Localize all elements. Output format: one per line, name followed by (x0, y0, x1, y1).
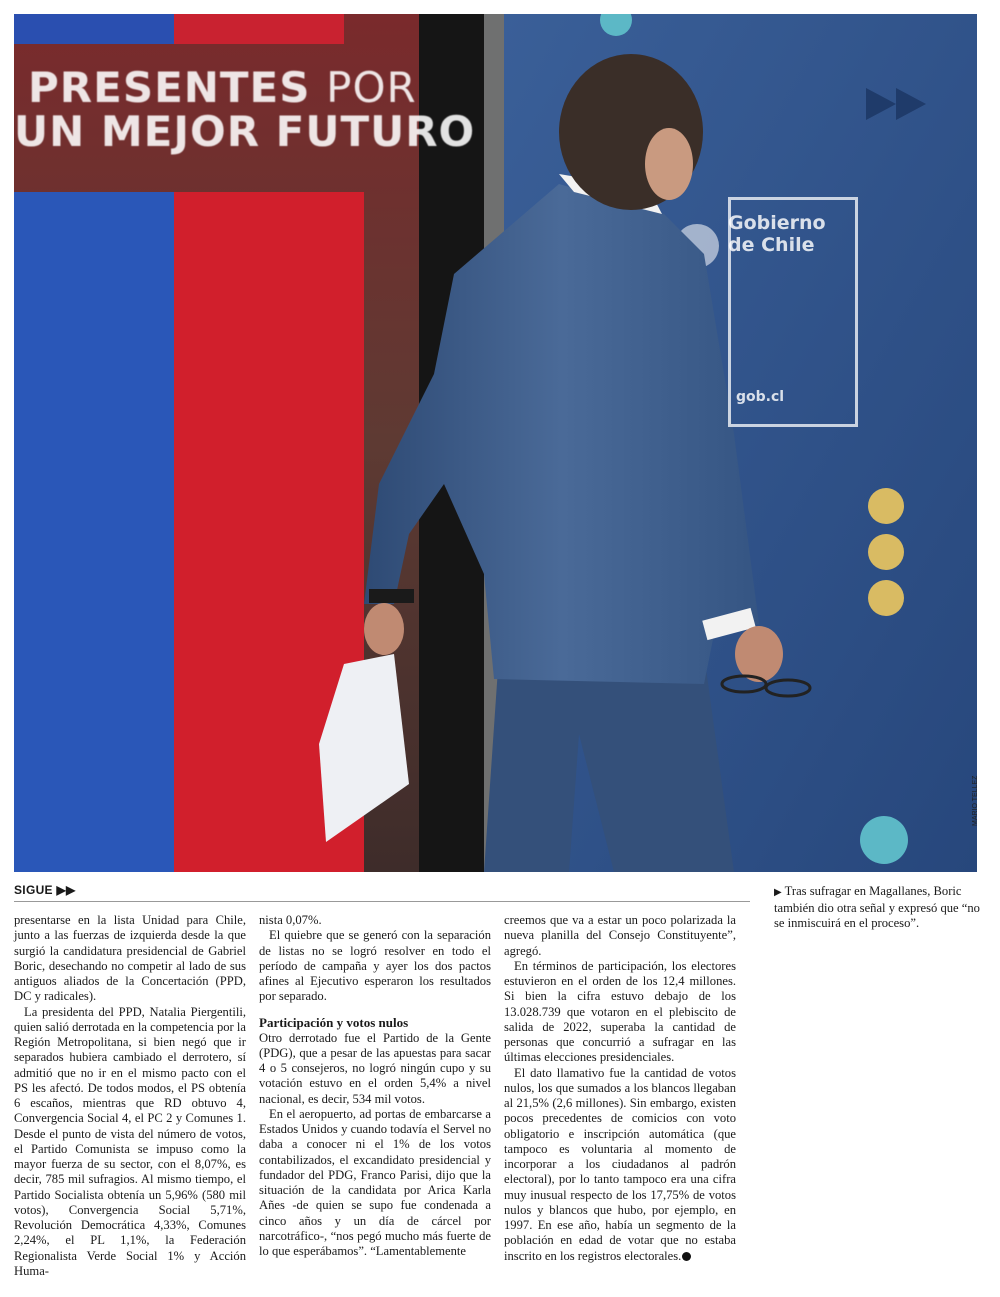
news-photo (14, 14, 977, 872)
play-arrow-icon: ▶ (774, 887, 782, 898)
paragraph: En el aeropuerto, ad portas de embarcarse a Estados Unidos y cuando todavía el Servel no daba a conocer ni el 1% de los votos contabilizados, el excandidato presidencial y fundador del PDG, Franco Parisi, dijo que la situación de la candidata por Arica Karla Añes -de quien se supo fue condenada a cinco años y un día de cárcel por narcotráfico-, “nos pegó mucho más fuerte de lo que esperábamos”. “Lamentablemente (259, 1106, 491, 1258)
paragraph: nista 0,07%. (259, 913, 322, 927)
article-column-1 (14, 913, 246, 1279)
continue-label (14, 883, 76, 897)
paragraph-final (504, 1066, 736, 1264)
article-column-2 (259, 913, 491, 1259)
paragraph-text: El dato llamativo fue la cantidad de votos nulos, los que sumados a los blancos llegaban al 21,5% (2,6 millones). Sin embargo, existen pocos precedentes de comicios con voto obligatorio e inscripción automática (que tampoco es voluntaria al momento de incorporar a los ciudadanos al padrón electoral), por lo tanto tampoco era una cifra muy inusual respecto de los 17,75% de votos nulos y blancos que hubo, por ejemplo, en 1997. En ese año, había un segmento de la población en edad de votar que no estaba inscrito en los registros electorales. (504, 1065, 736, 1263)
divider-rule (14, 901, 750, 902)
banner-line1-bold: PRESENTES (28, 63, 311, 112)
logo-text-line2: de Chile (728, 234, 815, 256)
banner-text (14, 63, 476, 157)
caption-text: Tras sufragar en Magallanes, Boric también dio otra señal y expresó que “no se inmiscuirá en el proceso”. (774, 884, 980, 930)
paragraph: Otro derrotado fue el Partido de la Gente (PDG), que a pesar de las apuestas para sacar 4 o 5 consejeros, no logró ningún cupo y su votación estuvo en el orden 5,4% a nivel nacional, es decir, 534 mil votos. (259, 1030, 491, 1106)
government-logo-text (728, 212, 826, 256)
paragraph: presentarse en la lista Unidad para Chile, junto a las fuerzas de izquierda desde la que surgió la candidatura presidencial de Gabriel Boric, desechando no competir al lado de sus antiguos aliados de la Concertación (PPD, DC y radicales). (14, 913, 246, 1004)
end-of-article-icon (682, 1252, 691, 1261)
double-play-arrow-icon: ▶▶ (56, 883, 76, 897)
section-subheading: Participación y votos nulos (259, 1014, 409, 1030)
paragraph: El quiebre que se generó con la separación de listas no se logró resolver en todo el período de campaña y ayer los dos pactos afines al Ejecutivo esperaron los resultados por separado. (259, 928, 491, 1004)
logo-text-line1: Gobierno (728, 212, 826, 234)
continue-text: SIGUE (14, 883, 53, 897)
paragraph: creemos que va a estar un poco polarizada la nueva planilla del Consejo Constituyente”, agregó. (504, 913, 736, 958)
article-column-3 (504, 913, 736, 1264)
photo-caption (774, 884, 986, 932)
paragraph: La presidenta del PPD, Natalia Piergentili, quien salió derrotada en la competencia por la Región Metropolitana, si bien negó que ir separados hubiera cambiado el derrotero, sí admitió que no ir en el mismo pacto con el PS les afectó. De todos modos, el PS obtenía 6 escaños, mientras que RD obtuvo 4, Convergencia Social 4, el PC 2 y Comunes 1. Desde el punto de vista del número de votos, el Partido Comunista se impuso como la mayor fuerza de su sector, con el 8,07%, es decir, 785 mil sufragios. Al mismo tiempo, el Partido Socialista obtenía un 5,96% (580 mil votos), Convergencia Social 5,71%, Revolución Democrática 4,33%, Comunes 2,24%, el PL 1,1%, la Federación Regionalista Verde Social 1% y Acción Huma- (14, 1004, 246, 1278)
banner-line2: UN MEJOR FUTURO (14, 107, 476, 157)
government-logo-url: gob.cl (736, 389, 785, 405)
paragraph: En términos de participación, los electores estuvieron en el orden de los 12,4 millones. Si bien la cifra estuvo debajo de los 13.028.739 que votaron en el plebiscito de salida de 2022, superaba la cantidad de personas que concurrió a sufragar en las últimas elecciones presidenciales. (504, 958, 736, 1065)
photo-credit: MARIO TELLEZ (972, 775, 979, 826)
banner-line1-regular: POR (326, 63, 417, 112)
